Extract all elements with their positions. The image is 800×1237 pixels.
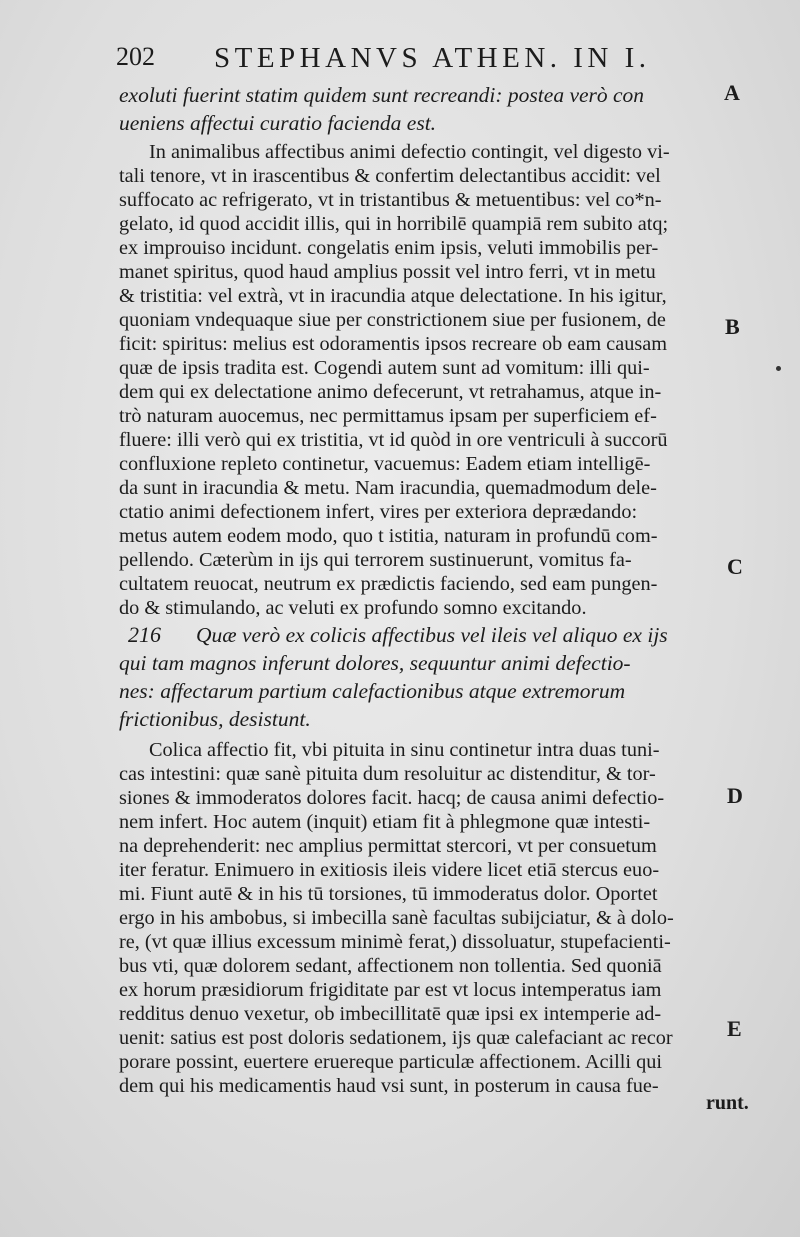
text-line: suffocato ac refrigerato, vt in tristantibus & metuentibus: vel co*n-: [119, 189, 662, 211]
text-line: cultatem reuocat, neutrum ex prædictis faciendo, sed eam pungen-: [119, 573, 658, 595]
section-number: 216: [128, 622, 161, 647]
text-line: redditus denuo vexetur, ob imbecillitatē quæ ipsi ex intemperie ad-: [119, 1003, 662, 1025]
running-title: STEPHANVS ATHEN. IN I.: [214, 42, 651, 74]
heading-2-line: Quæ verò ex colicis affectibus vel ileis vel aliquo ex ijs: [196, 623, 668, 647]
text-line: ex improuiso incidunt. congelatis enim ipsis, veluti immobilis per-: [119, 237, 659, 259]
text-line: manet spiritus, quod haud amplius possit vel intro ferri, vt in metu: [119, 261, 656, 283]
page-number: 202: [116, 42, 155, 71]
text-line: ergo in his ambobus, si imbecilla sanè facultas subijciatur, & à dolo-: [119, 907, 674, 929]
text-line: dem qui ex delectatione animo defecerunt, vt retrahamus, atque in-: [119, 381, 662, 403]
text-line: gelato, id quod accidit illis, qui in horribilē quampiā rem subito atq;: [119, 213, 669, 235]
text-line: da sunt in iracundia & metu. Nam iracundia, quemadmodum dele-: [119, 477, 657, 499]
margin-letter-a: A: [724, 80, 740, 105]
text-line: iter feratur. Enimuero in exitiosis ileis videre licet etiā stercus euo-: [119, 859, 660, 881]
text-line: metus autem eodem modo, quo t istitia, naturam in profundū com-: [119, 525, 658, 547]
text-line: nem infert. Hoc autem (inquit) etiam fit à phlegmone quæ intesti-: [119, 811, 651, 833]
text-line: quæ de ipsis tradita est. Cogendi autem sunt ad vomitum: illi qui-: [119, 357, 650, 379]
text-line: cas intestini: quæ sanè pituita dum resoluitur ac distenditur, & tor-: [119, 763, 656, 785]
catchword: runt.: [706, 1092, 749, 1114]
text-line: na deprehenderit: nec amplius permittat stercori, vt per consuetum: [119, 835, 657, 857]
heading-2-line: nes: affectarum partium calefactionibus atque extremorum: [119, 679, 626, 703]
margin-letter-c: C: [727, 554, 743, 579]
text-line: Colica affectio fit, vbi pituita in sinu continetur intra duas tuni-: [149, 739, 660, 761]
text-line: fluere: illi verò qui ex tristitia, vt id quòd in ore ventriculi à succorū: [119, 429, 668, 451]
text-line: ctatio animi defectionem infert, vires per exteriora deprædando:: [119, 501, 638, 523]
margin-letter-d: D: [727, 783, 743, 808]
text-line: tali tenore, vt in irascentibus & confertim delectantibus accidit: vel: [119, 165, 661, 187]
text-line: siones & immoderatos dolores facit. hacq; de causa animi defectio-: [119, 787, 665, 809]
text-line: & tristitia: vel extrà, vt in iracundia atque delectatione. In his igitur,: [119, 285, 667, 307]
text-line: ficit: spiritus: melius est odoramentis ipsos recreare ob eam causam: [119, 333, 667, 355]
margin-letter-b: B: [725, 314, 740, 339]
text-line: quoniam vndequaque siue per constrictionem siue per fusionem, de: [119, 309, 666, 331]
text-line: bus vti, quæ dolorem sedant, affectionem non tollentia. Sed quoniā: [119, 955, 662, 977]
text-line: trò naturam auocemus, nec permittamus ipsam per superficiem ef-: [119, 405, 657, 427]
heading-2-line: qui tam magnos inferunt dolores, sequuntur animi defectio-: [119, 651, 631, 675]
heading-2-line: frictionibus, desistunt.: [119, 707, 311, 731]
ink-spot: [776, 366, 781, 371]
text-line: ex horum præsidiorum frigiditate par est vt locus intemperatus iam: [119, 979, 662, 1001]
text-line: porare possint, euertere eruereque particulæ affectionem. Acilli qui: [119, 1051, 663, 1073]
text-line: dem qui his medicamentis haud vsi sunt, in posterum in causa fue-: [119, 1075, 659, 1097]
text-line: uenit: satius est post doloris sedationem, ijs quæ calefaciant ac recor: [119, 1027, 673, 1049]
running-header: [116, 36, 676, 76]
text-line: pellendo. Cæterùm in ijs qui terrorem sustinuerunt, vomitus fa-: [119, 549, 632, 571]
text-line: In animalibus affectibus animi defectio contingit, vel digesto vi-: [149, 141, 670, 163]
text-line: mi. Fiunt autē & in his tū torsiones, tū immoderatus dolor. Oportet: [119, 883, 658, 905]
text-line: do & stimulando, ac veluti ex profundo somno excitando.: [119, 597, 587, 619]
text-line: confluxione repleto continetur, vacuemus: Eadem etiam intelligē-: [119, 453, 651, 475]
heading-1-line: exoluti fuerint statim quidem sunt recreandi: postea verò con: [119, 83, 645, 107]
margin-letter-e: E: [727, 1016, 742, 1041]
heading-1-line: ueniens affectui curatio facienda est.: [119, 111, 437, 135]
text-line: re, (vt quæ illius excessum minimè ferat,) dissoluatur, stupefacienti-: [119, 931, 671, 953]
